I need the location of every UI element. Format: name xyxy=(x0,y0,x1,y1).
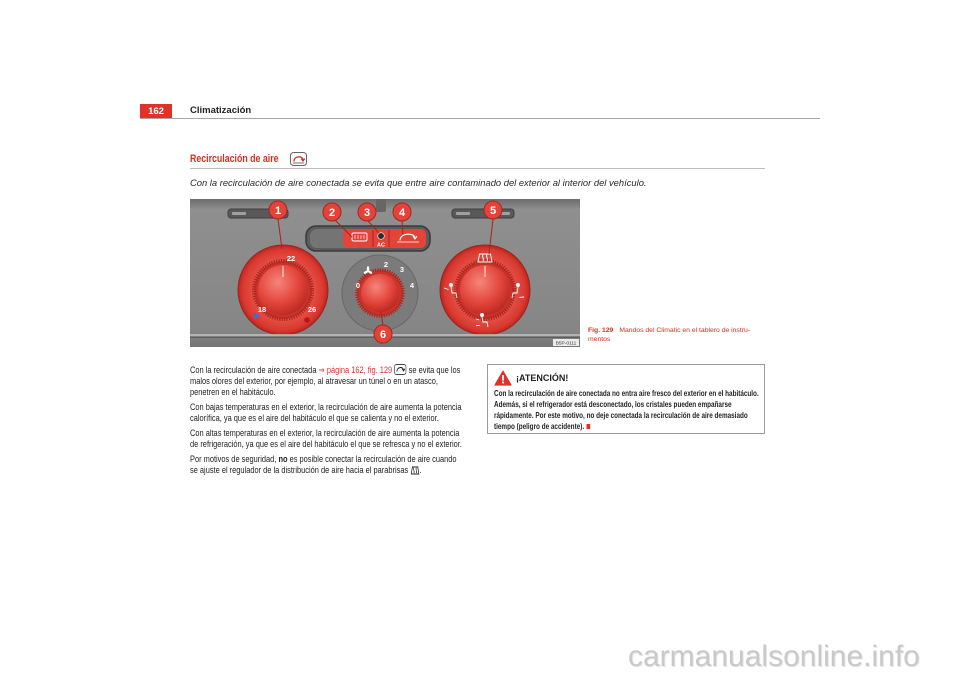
callout-3 xyxy=(358,203,376,221)
recirculation-icon xyxy=(394,364,406,375)
temperature-label-18: 18 xyxy=(257,305,267,314)
fan-label-4: 4 xyxy=(409,281,415,290)
climatic-controls-figure xyxy=(190,199,580,347)
paragraph-text: Por motivos de seguridad, xyxy=(190,454,277,464)
temperature-label-26: 26 xyxy=(307,305,317,314)
figure-caption-text-continued: mentos xyxy=(588,335,611,343)
paragraph-text: se evita que los malos olores del exterior, por ejemplo, al atravesar un túnel o en un atasco, penetren en el habitáculo. xyxy=(190,365,461,397)
image-code: B5P-0111 xyxy=(555,341,577,347)
warning-icon xyxy=(494,370,512,386)
fan-label-3: 3 xyxy=(399,265,405,274)
watermark: carmanualsonline.info xyxy=(628,640,920,673)
figure-caption-line-1 xyxy=(588,327,750,336)
paragraph-low-temperature: Con bajas temperaturas en el exterior, la recirculación de aire aumenta la potencia calorífica, ya que es el aire del habitáculo el que se calienta y no el exterior. xyxy=(190,402,462,423)
callout-4-number: 4 xyxy=(398,207,406,219)
callout-4 xyxy=(393,203,411,221)
page-number: 162 xyxy=(140,104,172,119)
fan-label-0: 0 xyxy=(355,281,361,290)
page-heading: Recirculación de aire xyxy=(190,153,279,165)
emphasis-no: no xyxy=(278,454,288,464)
paragraph-text: es posible conectar la recirculación de aire cuando se ajuste el regulador de la distribución de aire hacia el parabrisas xyxy=(190,454,457,475)
end-of-section-mark xyxy=(586,424,590,429)
figure-reference-link[interactable]: ⇒ página 162, fig. 129 xyxy=(318,365,393,375)
callout-6-number: 6 xyxy=(379,329,387,341)
warning-box xyxy=(487,364,765,434)
callout-5-number: 5 xyxy=(489,205,497,217)
temperature-label-22: 22 xyxy=(286,254,296,263)
recirculation-icon xyxy=(290,152,307,166)
paragraph-recirculation xyxy=(190,364,466,398)
paragraph-text: Con la recirculación de aire conectada xyxy=(190,365,317,375)
warning-text: Con la recirculación de aire conectada no entra aire fresco del exterior en el habitáculo. Además, si el refrigerador está desconectado, los cristales pueden empañarse rápidamente. Por este motivo, no deje conectada la recirculación de aire demasiado tiempo (peligro de accidente). xyxy=(494,388,759,431)
figure-caption-line-2 xyxy=(588,336,750,345)
paragraph-end: . xyxy=(419,465,422,475)
figure-number: Fig. 129 xyxy=(588,327,614,334)
fan-label-2: 2 xyxy=(383,260,389,269)
cold-dot xyxy=(253,313,258,318)
air-distribution-knob[interactable] xyxy=(440,245,530,335)
callout-1 xyxy=(269,201,287,219)
warning-title: ¡ATENCIÓN! xyxy=(516,373,569,383)
callout-6 xyxy=(374,325,392,343)
heading-rule xyxy=(190,168,765,169)
image-code-label xyxy=(553,339,579,347)
ac-indicator-light xyxy=(378,233,385,240)
callout-5 xyxy=(484,201,502,219)
windshield-defrost-icon xyxy=(410,465,422,475)
header-rule xyxy=(140,118,820,119)
paragraph-safety xyxy=(190,454,466,476)
callout-3-number: 3 xyxy=(363,207,371,219)
figure-caption-text: Mandos del Climatic en el tablero de instru- xyxy=(619,327,751,334)
air-vent-right xyxy=(452,209,514,218)
center-divider xyxy=(376,199,386,212)
fan-speed-knob[interactable] xyxy=(357,270,403,316)
hot-dot xyxy=(304,317,310,323)
ac-button-label: AC xyxy=(377,242,385,249)
warning-text-block xyxy=(494,388,762,432)
paragraph-high-temperature: Con altas temperaturas en el exterior, la recirculación de aire aumenta la potencia de refrigeración, ya que es el aire del habitáculo el que se refresca y no el exterior. xyxy=(190,428,462,449)
figure-caption xyxy=(588,327,750,344)
body-text xyxy=(190,364,466,480)
section-title: Climatización xyxy=(190,105,252,116)
callout-2 xyxy=(323,203,341,221)
temperature-knob[interactable] xyxy=(238,245,328,335)
button-panel xyxy=(306,226,430,251)
intro-text: Con la recirculación de aire conectada se evita que entre aire contaminado del exterior al interior del vehículo. xyxy=(190,177,647,188)
callout-2-number: 2 xyxy=(328,207,336,219)
callout-1-number: 1 xyxy=(274,205,282,217)
